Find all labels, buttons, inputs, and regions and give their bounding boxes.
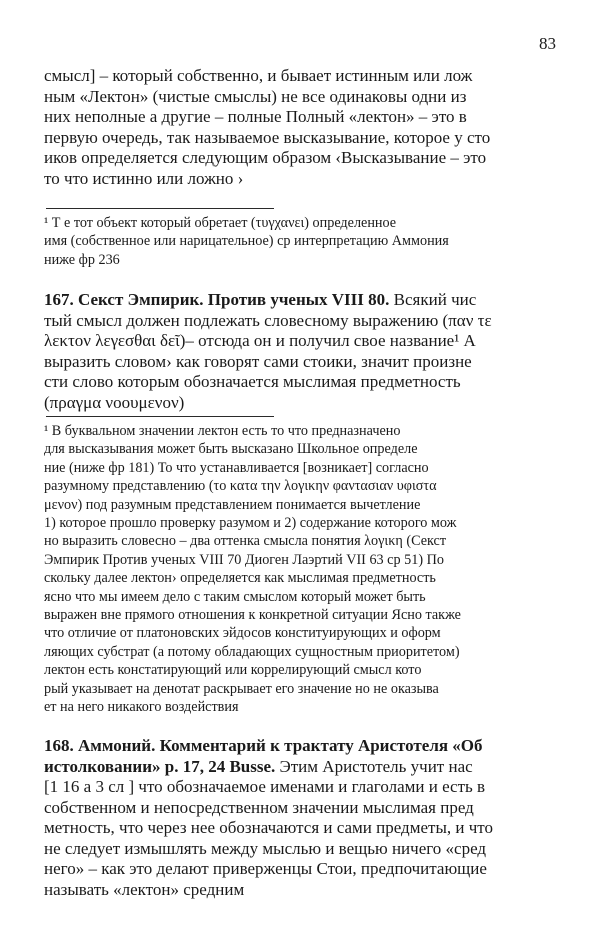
footnote-line: ниже фр 236 [44,251,120,268]
text-line: сти слово которым обозначается мыслимая предметность [44,372,461,391]
footnote-line: ясно что мы имеем дело с таким смыслом который может быть [44,588,426,605]
text-line: него» – как это делают приверженцы Стои, предпочитающие [44,859,487,878]
text-line: них неполные а другие – полные Полный «лектон» – это в [44,107,467,126]
footnote-rule [46,208,274,209]
intro-paragraph [44,66,563,189]
section-heading-cont: истолковании» р. 17, 24 Busse. [44,756,276,776]
text-line: Этим Аристотель учит нас [279,756,473,776]
section-168 [44,736,563,900]
footnote-line: что отличие от платоновских эйдосов конституирующих и оформ [44,625,441,642]
text-line: тый смысл должен подлежать словесному выражению (παν τε [44,310,492,330]
text-line: называть «лектон» средним [44,879,245,899]
text-line: [1 16 а 3 сл ] что обозначаемое именами и глаголами и есть в [44,777,486,796]
footnote-line: выражен вне прямого отношения к конкретной ситуации Ясно также [44,607,461,624]
footnote-line: μενον) под разумным представлением понимается вычетление [44,496,421,513]
footnote-line: ет на него никакого воздействия [44,699,239,716]
footnote-line: 1) которое прошло проверку разумом и 2) содержание которого мож [44,515,457,532]
text-line: ным «Лектон» (чистые смыслы) не все одинаковы одни из [44,86,467,106]
footnote-2 [44,422,563,717]
text-line: Всякий чис [393,290,477,309]
footnote-line: разумному представлению (το κατα την λογικην φαντασιαν υφιστα [44,478,437,495]
text-line: метность, что через нее обозначаются и сами предметы, и что [44,818,493,837]
text-line: выразить словом› как говорят сами стоики, значит произне [44,351,472,371]
text-line: (πραγμα νοουμενον) [44,392,185,412]
footnote-line: но выразить словесно – два оттенка смысла понятия λογικη (Секст [44,533,447,550]
section-heading: 168. Аммоний. Комментарий к трактату Аристотеля «Об [44,736,483,755]
text-line: собственном и непосредственном значении мыслимая пред [44,797,474,817]
footnote-line: Эмпирик Против ученых VIII 70 Диоген Лаэртий VII 63 ср 51) По [44,551,444,568]
text-line: то что истинно или ложно › [44,168,244,188]
section-167 [44,290,563,413]
footnote-line: ние (ниже фр 181) То что устанавливается [возникает] согласно [44,459,429,476]
page-number: 83 [539,34,556,53]
footnote-line: ¹ Т е тот объект который обретает (τυγχανει) определенное [44,215,397,231]
section-heading: 167. Секст Эмпирик. Против ученых VIII 80. [44,290,390,309]
footnote-line: для высказывания может быть высказано Школьное определе [44,441,418,458]
footnote-line: ¹ В буквальном значении лектон есть то что предназначено [44,423,401,439]
text-line: иков определяется следующим образом ‹Высказывание – это [44,148,487,167]
footnote-line: ляющих субстрат (а потому обладающих сущностным приоритетом) [44,643,460,660]
footnote-rule [46,416,274,417]
text-line: первую очередь, так называемое высказывание, которое у сто [44,127,491,147]
footnote-1 [44,214,563,269]
footnote-line: имя (собственное или нарицательное) ср интерпретацию Аммония [44,233,449,250]
footnote-line: рый указывает на денотат раскрывает его значение но не оказыва [44,680,439,697]
text-line: λεκτον λεγεσθαι δεῖ)– отсюда он и получил свое название¹ А [44,331,476,350]
text-line: не следует измышлять между мыслью и вещью ничего «сред [44,838,487,858]
text-line: смысл] – который собственно, и бывает истинным или лож [44,66,473,85]
footnote-line: лектон есть констатирующий или коррелирующий смысл кото [44,662,422,679]
footnote-line: скольку далее лектон› определяется как мыслимая предметность [44,570,436,587]
